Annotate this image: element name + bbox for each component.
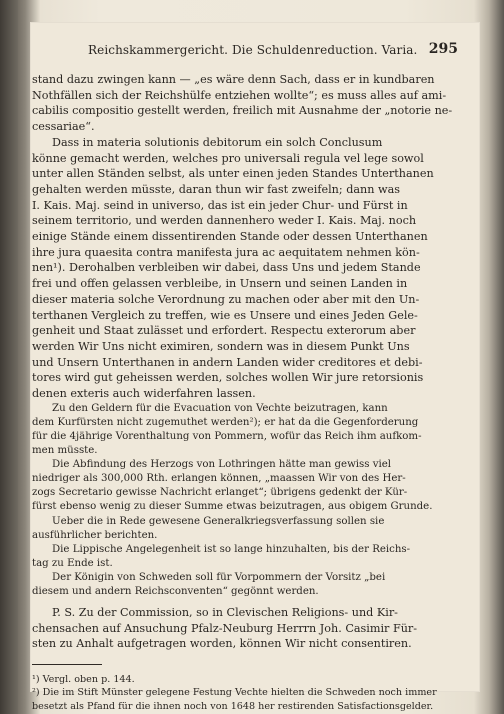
body-line: frei und offen gelassen verbleibe, in Unsern und seinen Landen in xyxy=(32,277,408,291)
body-line: seinem territorio, und werden dannenhero weder I. Kais. Maj. noch xyxy=(32,214,417,228)
footnote-2: ²) Die im Stift Münster gelegene Festung Vechte hielten die Schweden noch immer besetzt als Pfand für die ihnen noch von 1648 her restirenden Satisfactionsgelder. xyxy=(32,687,437,712)
footnotes xyxy=(32,673,462,713)
book-gutter xyxy=(0,0,18,714)
body-line: tores wird gut geheissen werden, solches wollen Wir jure retorsionis xyxy=(32,371,424,385)
body-line: stand dazu zwingen kann — „es wäre denn Sach, dass er in kundbaren xyxy=(32,73,435,86)
page-body xyxy=(32,72,462,713)
body-line: Ueber die in Rede gewesene Generalkriegsverfassung sollen sie xyxy=(52,515,385,527)
body-line: sten zu Anhalt aufgetragen worden, können Wir nicht consentiren. xyxy=(32,637,412,651)
body-line: diesem und andern Reichsconventen“ gegönnt werden. xyxy=(32,585,319,597)
body-line: terthanen Vergleich zu treffen, wie es Unsere und eines Jeden Gele- xyxy=(32,308,418,322)
body-line: Der Königin von Schweden soll für Vorpommern der Vorsitz „bei xyxy=(52,571,386,583)
page-number: 295 xyxy=(428,41,458,57)
body-line: I. Kais. Maj. seind in universo, das ist ein jeder Chur- und Fürst in xyxy=(32,198,408,212)
body-line: zogs Secretario gewisse Nachricht erlanget“; übrigens gedenkt der Kür- xyxy=(32,487,408,499)
body-line: ausführlicher berichten. xyxy=(32,529,158,541)
body-line: niedriger als 300,000 Rth. erlangen können, „maassen Wir von des Her- xyxy=(32,473,406,485)
body-line: Nothfällen sich der Reichshülfe entziehen wollte“; es muss alles auf ami- xyxy=(32,88,447,102)
body-line: dieser materia solche Verordnung zu machen oder aber mit den Un- xyxy=(32,292,420,306)
body-line: und Unsern Unterthanen in andern Landen wider creditores et debi- xyxy=(32,355,423,369)
body-line: ihre jura quaesita contra manifesta jura ac aequitatem nehmen kön- xyxy=(32,245,420,259)
body-line: unter allen Ständen selbst, als unter einen jeden Standes Unterthanen xyxy=(32,167,434,181)
body-line: Zu den Geldern für die Evacuation von Vechte beizutragen, kann xyxy=(52,402,388,414)
body-line: dem Kurfürsten nicht zugemuthet werden²); er hat da die Gegenforderung xyxy=(32,416,419,428)
running-header xyxy=(58,42,458,60)
body-line: cessariae“. xyxy=(32,120,95,134)
body-line: P. S. Zu der Commission, so in Clevischen Religions- und Kir- xyxy=(52,606,398,620)
body-line: Die Abfindung des Herzogs von Lothringen hätte man gewiss viel xyxy=(52,459,392,471)
body-line: werden Wir Uns nicht eximiren, sondern was in diesem Punkt Uns xyxy=(32,339,410,353)
body-line: nen¹). Derohalben verbleiben wir dabei, dass Uns und jedem Stande xyxy=(32,261,421,275)
body-line: denen exteris auch widerfahren lassen. xyxy=(32,387,256,401)
body-line: könne gemacht werden, welches pro universali regula vel lege sowol xyxy=(32,151,424,165)
body-line: Die Lippische Angelegenheit ist so lange hinzuhalten, bis der Reichs- xyxy=(52,543,411,555)
body-line: men müsste. xyxy=(32,445,98,457)
body-line: fürst ebenso wenig zu dieser Summe etwas beizutragen, aus obigem Grunde. xyxy=(32,501,433,513)
body-line: gehalten werden müsste, daran thun wir fast zweifeln; dann was xyxy=(32,182,400,196)
body-line: einige Stände einem dissentirenden Stande oder dessen Unterthanen xyxy=(32,230,428,244)
running-title: Reichskammergericht. Die Schuldenreduction. Varia. xyxy=(88,43,418,57)
footnote-1: ¹) Vergl. oben p. 144. xyxy=(32,674,135,686)
body-line: für die 4jährige Vorenthaltung von Pommern, wofür das Reich ihm aufkom- xyxy=(32,430,422,442)
footnote-rule xyxy=(32,664,102,665)
body-line: Dass in materia solutionis debitorum ein solch Conclusum xyxy=(52,135,383,149)
body-line: cabilis compositio gestellt werden, freilich mit Ausnahme der „notorie ne- xyxy=(32,104,453,118)
body-line: chensachen auf Ansuchung Pfalz-Neuburg Herrrn Joh. Casimir Für- xyxy=(32,621,418,635)
body-line: tag zu Ende ist. xyxy=(32,557,113,569)
body-line: genheit und Staat zulässet und erfordert. Respectu exterorum aber xyxy=(32,324,416,338)
